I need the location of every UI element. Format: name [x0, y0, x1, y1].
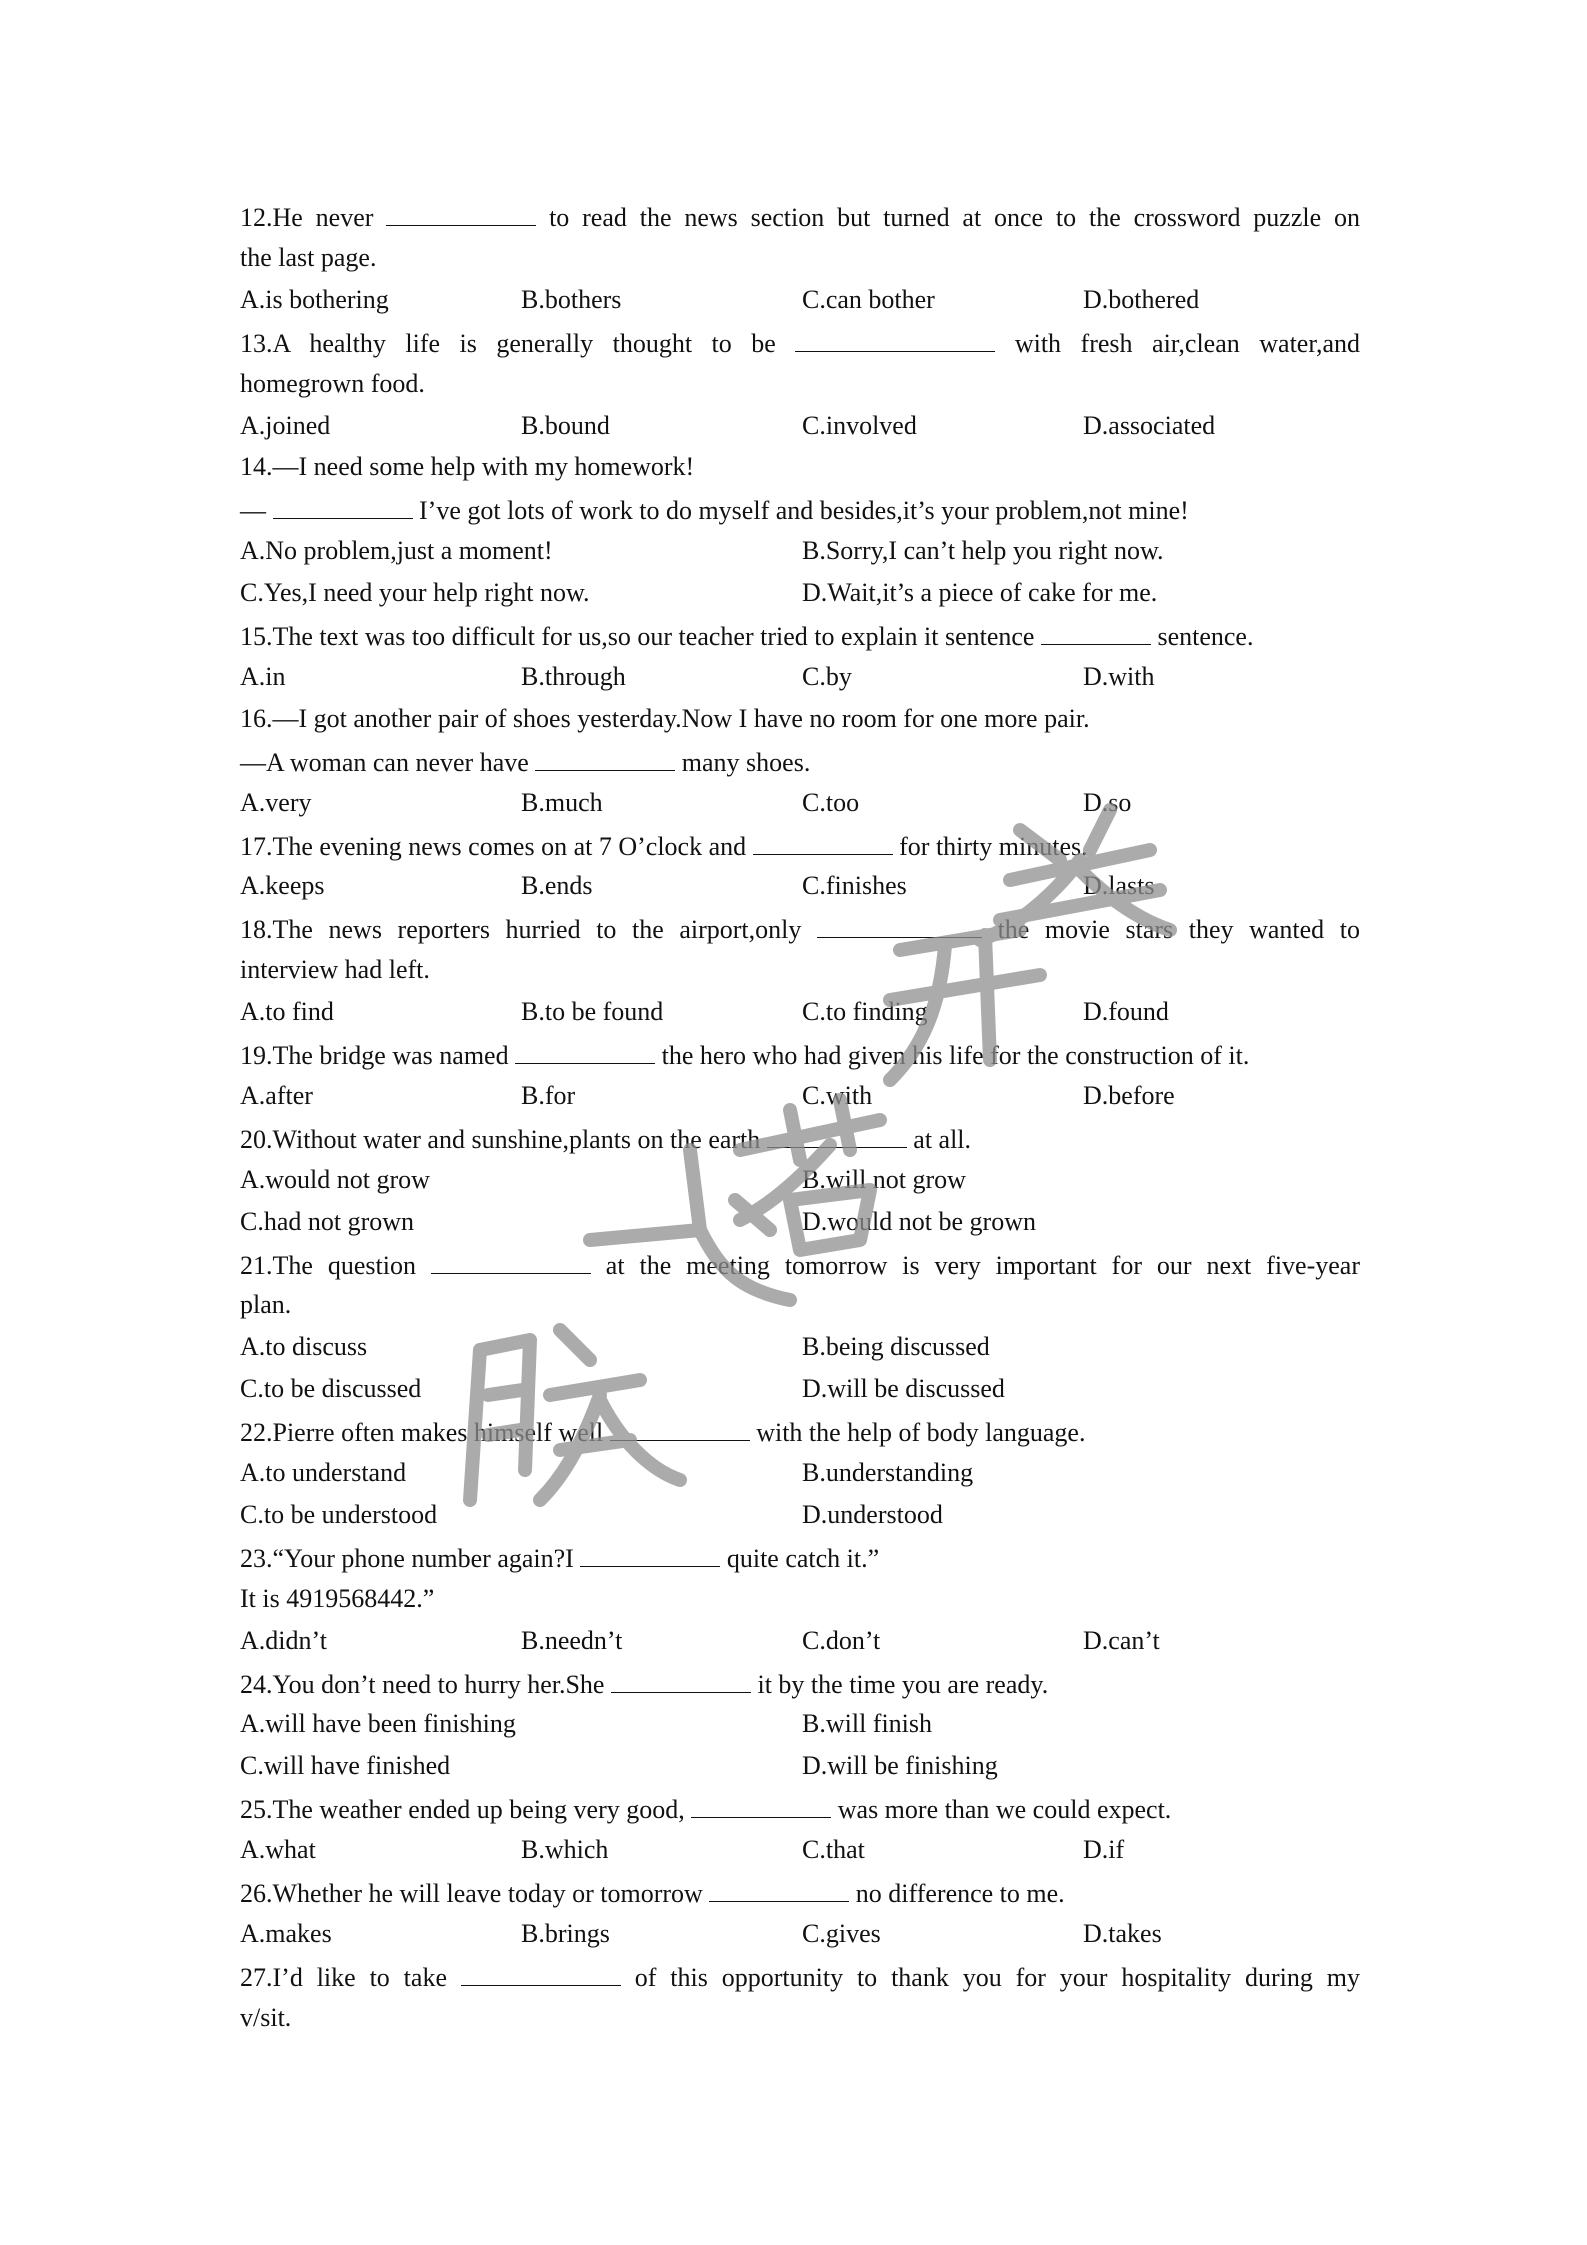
answer-option[interactable]: B.will finish	[802, 1709, 933, 1739]
answer-option[interactable]: C.involved	[802, 410, 917, 440]
answer-option[interactable]: B.bothers	[521, 284, 622, 314]
question-line	[240, 1284, 1360, 1326]
option-row	[240, 865, 1360, 907]
option-row	[240, 279, 1360, 321]
answer-option[interactable]: D.if	[1083, 1835, 1125, 1865]
question-stem-end: the hero who had given his life for the construction of it.	[655, 1041, 1250, 1070]
question-line	[240, 1243, 1360, 1285]
question-stem: 21.The question	[240, 1250, 431, 1280]
answer-blank[interactable]	[386, 195, 536, 226]
question-stem-end: I’ve got lots of work to do myself and besides,it’s your problem,not mine!	[412, 496, 1189, 526]
answer-option[interactable]: A.makes	[240, 1918, 332, 1948]
option-row	[240, 530, 1360, 572]
answer-option[interactable]: D.associated	[1083, 410, 1216, 440]
question-line	[240, 1662, 1360, 1704]
answer-option[interactable]: A.didn’t	[240, 1625, 327, 1655]
answer-option[interactable]: D.before	[1083, 1080, 1175, 1110]
question-continuation: v/sit.	[240, 2002, 292, 2032]
question-stem: 27.I’d like to take	[240, 1962, 461, 1992]
question-stem: 15.The text was too difficult for us,so our teacher tried to explain it sentence	[240, 622, 1041, 651]
question-stem-end: at the meeting tomorrow is very important for our next five-year	[590, 1250, 1360, 1280]
question-line	[240, 446, 1360, 488]
question-stem-end: with the help of body language.	[749, 1418, 1086, 1448]
answer-option[interactable]: C.had not grown	[240, 1206, 415, 1236]
answer-option[interactable]: C.don’t	[802, 1625, 881, 1655]
question-stem-end: it by the time you are ready.	[750, 1669, 1049, 1699]
answer-option[interactable]: A.after	[240, 1080, 313, 1110]
question-stem: 16.—I got another pair of shoes yesterday.Now I have no room for one more pair.	[240, 703, 1090, 733]
answer-blank[interactable]	[709, 1871, 849, 1902]
option-row	[240, 1703, 1360, 1745]
question-stem: 14.—I need some help with my homework!	[240, 452, 695, 482]
answer-blank[interactable]	[1041, 614, 1151, 645]
answer-option[interactable]: A.to discuss	[240, 1332, 368, 1362]
question-line	[240, 1955, 1360, 1997]
question-stem: —A woman can never have	[240, 747, 536, 777]
option-row	[240, 405, 1360, 447]
answer-option[interactable]: D.takes	[1083, 1918, 1162, 1948]
answer-option[interactable]: D.found	[1083, 997, 1169, 1027]
question-stem: 25.The weather ended up being very good,	[240, 1795, 692, 1825]
question-stem: —	[240, 496, 273, 526]
option-row	[240, 1326, 1360, 1368]
answer-option[interactable]: A.to find	[240, 997, 334, 1027]
answer-option[interactable]: A.what	[240, 1835, 316, 1865]
question-line	[240, 488, 1360, 530]
question-line	[240, 1033, 1360, 1075]
question-line	[240, 907, 1360, 949]
question-stem-end: with fresh air,clean water,and	[995, 328, 1360, 358]
question-stem-end: the movie stars they wanted to	[981, 915, 1360, 945]
answer-option[interactable]: C.too	[802, 787, 860, 817]
option-row	[240, 1452, 1360, 1494]
answer-option[interactable]: C.finishes	[802, 871, 907, 901]
answer-option[interactable]: C.can bother	[802, 284, 935, 314]
answer-option[interactable]: A.to understand	[240, 1458, 407, 1487]
question-stem: 19.The bridge was named	[240, 1041, 516, 1070]
option-row	[240, 656, 1360, 698]
answer-option[interactable]: D.lasts	[1083, 871, 1155, 901]
question-stem-end: to read the news section but turned at once to the crossword puzzle on	[536, 203, 1360, 232]
answer-option[interactable]: C.that	[802, 1835, 865, 1865]
question-stem-end: of this opportunity to thank you for your hospitality during my	[620, 1962, 1360, 1992]
answer-option[interactable]: B.much	[521, 787, 603, 817]
answer-option[interactable]: B.Sorry,I can’t help you right now.	[802, 536, 1164, 566]
answer-option[interactable]: D.will be finishing	[802, 1751, 998, 1781]
question-continuation: homegrown food.	[240, 368, 425, 398]
option-row	[240, 1159, 1360, 1201]
question-stem-end: for thirty minutes.	[892, 831, 1088, 861]
answer-option[interactable]: B.which	[521, 1835, 609, 1865]
question-line	[240, 237, 1360, 279]
question-line	[240, 1787, 1360, 1829]
answer-option[interactable]: A.joined	[240, 410, 331, 440]
answer-option[interactable]: B.will not grow	[802, 1164, 966, 1194]
question-stem-end: was more than we could expect.	[831, 1795, 1172, 1825]
answer-option[interactable]: C.Yes,I need your help right now.	[240, 578, 590, 608]
answer-blank[interactable]	[273, 488, 413, 519]
option-row	[240, 572, 1360, 614]
answer-option[interactable]: D.bothered	[1083, 284, 1200, 314]
question-stem-end: quite catch it.”	[720, 1543, 880, 1573]
answer-option[interactable]: B.for	[521, 1080, 576, 1110]
question-stem: 20.Without water and sunshine,plants on the earth	[240, 1124, 767, 1154]
answer-option[interactable]: C.to be understood	[240, 1499, 438, 1529]
answer-option[interactable]: C.gives	[802, 1918, 881, 1948]
answer-option[interactable]: D.Wait,it’s a piece of cake for me.	[802, 578, 1158, 608]
answer-option[interactable]: C.to be discussed	[240, 1374, 422, 1404]
answer-option[interactable]: C.with	[802, 1080, 873, 1110]
question-stem-end: sentence.	[1150, 622, 1254, 651]
question-stem: 23.“Your phone number again?I	[240, 1543, 581, 1573]
option-row	[240, 1913, 1360, 1955]
answer-blank[interactable]	[610, 1410, 750, 1441]
question-line	[240, 363, 1360, 405]
answer-option[interactable]: C.by	[802, 661, 852, 691]
option-row	[240, 991, 1360, 1033]
question-continuation: interview had left.	[240, 955, 430, 985]
question-line	[240, 1410, 1360, 1452]
answer-option[interactable]: B.ends	[521, 871, 593, 901]
answer-option[interactable]: B.needn’t	[521, 1625, 623, 1655]
option-row	[240, 1368, 1360, 1410]
option-row	[240, 1075, 1360, 1117]
answer-option[interactable]: A.would not grow	[240, 1164, 430, 1194]
option-row	[240, 1494, 1360, 1536]
answer-option[interactable]: A.in	[240, 661, 286, 691]
option-row	[240, 1745, 1360, 1787]
answer-blank[interactable]	[580, 1536, 720, 1567]
question-stem: 13.A healthy life is generally thought to be	[240, 328, 796, 358]
answer-option[interactable]: A.very	[240, 787, 312, 817]
question-stem-end: no difference to me.	[849, 1879, 1065, 1908]
answer-blank[interactable]	[461, 1955, 621, 1986]
question-line	[240, 195, 1360, 237]
question-line	[240, 1997, 1360, 2039]
question-line	[240, 949, 1360, 991]
question-line	[240, 1871, 1360, 1913]
option-row	[240, 782, 1360, 824]
answer-option[interactable]: A.will have been finishing	[240, 1709, 516, 1739]
answer-option[interactable]: D.would not be grown	[802, 1206, 1036, 1236]
option-row	[240, 1829, 1360, 1871]
question-line	[240, 740, 1360, 782]
answer-option[interactable]: A.is bothering	[240, 284, 389, 314]
answer-option[interactable]: D.with	[1083, 661, 1155, 691]
question-stem: 26.Whether he will leave today or tomorrow	[240, 1879, 710, 1908]
answer-blank[interactable]	[767, 1117, 907, 1148]
question-line	[240, 321, 1360, 363]
option-row	[240, 1620, 1360, 1662]
answer-blank[interactable]	[431, 1243, 591, 1274]
answer-option[interactable]: B.brings	[521, 1918, 610, 1948]
answer-blank[interactable]	[691, 1787, 831, 1818]
question-stem: 12.He never	[240, 203, 387, 232]
question-continuation: plan.	[240, 1290, 292, 1320]
answer-blank[interactable]	[535, 740, 675, 771]
answer-option[interactable]: A.keeps	[240, 871, 325, 901]
answer-option[interactable]: D.can’t	[1083, 1625, 1160, 1655]
answer-option[interactable]: D.so	[1083, 787, 1132, 817]
question-stem: 22.Pierre often makes himself well	[240, 1418, 610, 1448]
question-stem-end: at all.	[906, 1124, 972, 1154]
question-continuation: the last page.	[240, 242, 377, 272]
question-line	[240, 1536, 1360, 1578]
question-line	[240, 698, 1360, 740]
answer-option[interactable]: A.No problem,just a moment!	[240, 536, 553, 566]
answer-blank[interactable]	[515, 1033, 655, 1064]
answer-option[interactable]: C.will have finished	[240, 1751, 451, 1781]
answer-option[interactable]: B.bound	[521, 410, 610, 440]
answer-option[interactable]: B.through	[521, 661, 626, 691]
answer-blank[interactable]	[753, 824, 893, 855]
answer-option[interactable]: B.to be found	[521, 997, 664, 1027]
answer-blank[interactable]	[611, 1662, 751, 1693]
question-continuation: It is 4919568442.”	[240, 1583, 435, 1613]
answer-blank[interactable]	[817, 907, 982, 938]
question-stem-end: many shoes.	[675, 747, 811, 777]
question-stem: 24.You don’t need to hurry her.She	[240, 1669, 611, 1699]
answer-option[interactable]: D.will be discussed	[802, 1374, 1005, 1404]
question-line	[240, 614, 1360, 656]
question-stem: 17.The evening news comes on at 7 O’clock and	[240, 831, 753, 861]
answer-option[interactable]: D.understood	[802, 1499, 943, 1529]
question-stem: 18.The news reporters hurried to the airport,only	[240, 915, 817, 945]
question-line	[240, 1578, 1360, 1620]
question-line	[240, 824, 1360, 866]
answer-option[interactable]: B.being discussed	[802, 1332, 990, 1362]
question-line	[240, 1117, 1360, 1159]
answer-option[interactable]: B.understanding	[802, 1458, 974, 1487]
option-row	[240, 1201, 1360, 1243]
answer-blank[interactable]	[795, 321, 995, 352]
answer-option[interactable]: C.to finding	[802, 997, 928, 1027]
